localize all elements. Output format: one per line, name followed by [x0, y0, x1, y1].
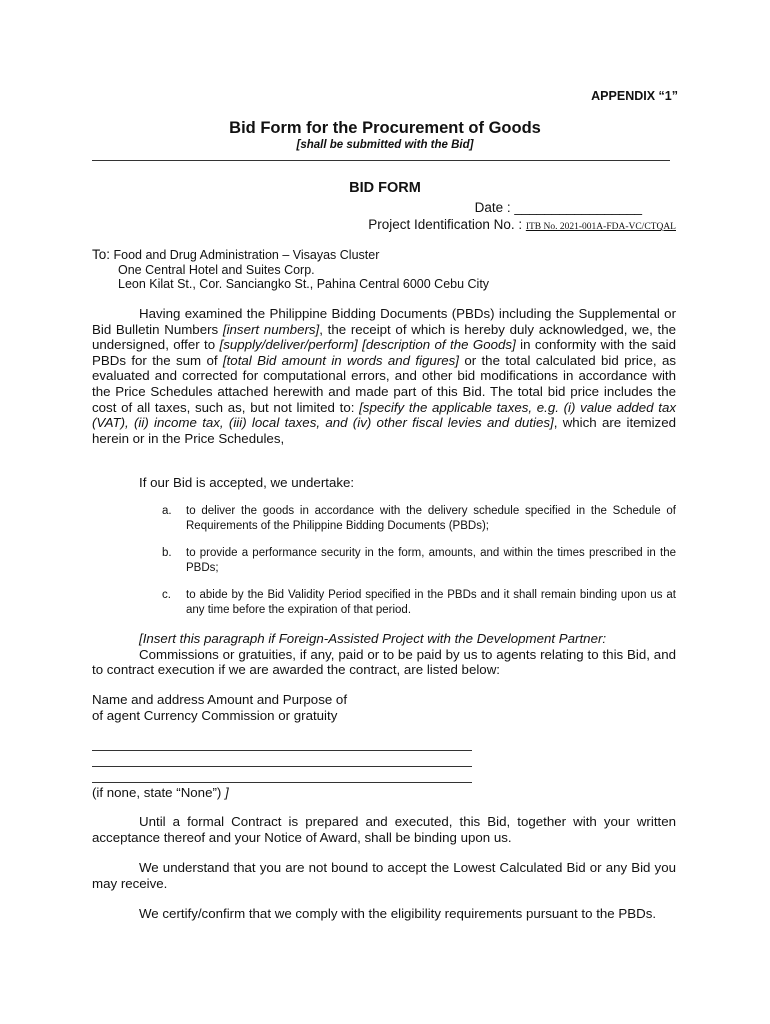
binding-paragraph: Until a formal Contract is prepared and executed, this Bid, together with your written acceptance thereof and your Notice of Award, shall be binding upon us. — [92, 814, 676, 845]
commissions-instruction: [Insert this paragraph if Foreign-Assisted Project with the Development Partner: — [139, 631, 607, 646]
commissions-paragraph — [92, 631, 676, 678]
appendix-label: APPENDIX “1” — [591, 89, 678, 103]
commissions-text: Commissions or gratuities, if any, paid or to be paid by us to agents relating to this Bid, and to contract execution if we are awarded the contract, are listed below: — [92, 646, 676, 678]
list-marker: a. — [162, 505, 172, 517]
commissions-header-line-2: of agent Currency Commission or gratuity — [92, 707, 338, 723]
bid-form-heading: BID FORM — [349, 180, 421, 196]
to-label: To: — [92, 247, 111, 262]
list-item — [162, 588, 676, 617]
blank-line — [92, 750, 472, 751]
offer-paragraph — [92, 306, 676, 446]
project-id-value: ITB No. 2021-001A-FDA-VC/CTQAL — [525, 222, 676, 232]
project-id-label: Project Identification No. : — [368, 217, 526, 232]
not-bound-paragraph: We understand that you are not bound to accept the Lowest Calculated Bid or any Bid you may receive. — [92, 860, 676, 891]
blank-line — [92, 766, 472, 767]
commissions-header-line-1: Name and address Amount and Purpose of — [92, 692, 348, 707]
list-item-text: to provide a performance security in the form, amounts, and within the times prescribed in the PBDs; — [186, 547, 676, 574]
list-marker: b. — [162, 547, 172, 559]
para1-text-5: , which are itemized herein or in the Price Schedules, — [92, 415, 676, 446]
para1-text-1: Having examined the Philippine Bidding Documents (PBDs) including the Supplemental or Bid Bulletin Numbers — [92, 306, 676, 337]
title-divider — [92, 160, 670, 161]
para1-placeholder-2: [supply/deliver/perform] [description of the Goods] — [219, 337, 516, 353]
para1-text-3: in conformity with the said PBDs for the sum of — [92, 337, 676, 368]
none-note-bracket: ] — [225, 785, 229, 800]
addressee-block — [92, 248, 489, 292]
date-field: Date : _________________ — [474, 200, 642, 215]
list-marker: c. — [162, 589, 171, 601]
addressee-line-2: One Central Hotel and Suites Corp. — [118, 262, 315, 277]
para1-placeholder-1: [insert numbers] — [222, 321, 320, 337]
project-identification — [368, 217, 676, 236]
page-title: Bid Form for the Procurement of Goods — [229, 119, 541, 137]
list-item-text: to abide by the Bid Validity Period specified in the PBDs and it shall remain binding upon us at any time before the expiration of that period. — [186, 589, 676, 616]
undertake-intro: If our Bid is accepted, we undertake: — [139, 475, 355, 490]
para1-text-2: , the receipt of which is hereby duly acknowledged, we, the undersigned, offer to — [92, 321, 676, 353]
addressee-line-3: Leon Kilat St., Cor. Sanciangko St., Pahina Central 6000 Cebu City — [118, 277, 490, 291]
eligibility-paragraph: We certify/confirm that we comply with the eligibility requirements pursuant to the PBDs. — [139, 906, 657, 921]
none-note — [92, 785, 229, 801]
blank-line — [92, 782, 472, 783]
para1-placeholder-3: [total Bid amount in words and figures] — [222, 352, 459, 368]
para1-placeholder-4: [specify the applicable taxes, e.g. (i) value added tax (VAT), (ii) income tax, (iii) local taxes, and (iv) other fiscal levies and duties] — [92, 399, 676, 431]
list-item-text: to deliver the goods in accordance with the delivery schedule specified in the Schedule of Requirements of the Philippine Bidding Documents (PBDs); — [186, 505, 676, 532]
list-item — [162, 546, 676, 575]
commissions-table-header — [92, 692, 347, 723]
list-item — [162, 504, 676, 533]
para1-text-4: or the total calculated bid price, as evaluated and corrected for computational errors, and other bid modifications in accordance with the Price Schedules attached herewith and made part of this Bid. The total bid price includes the cost of all taxes, such as, but not limited to: — [92, 352, 677, 415]
none-note-text: (if none, state “None”) — [92, 785, 226, 800]
page-subtitle: [shall be submitted with the Bid] — [296, 139, 474, 151]
addressee-line-1: Food and Drug Administration – Visayas Cluster — [110, 248, 380, 262]
